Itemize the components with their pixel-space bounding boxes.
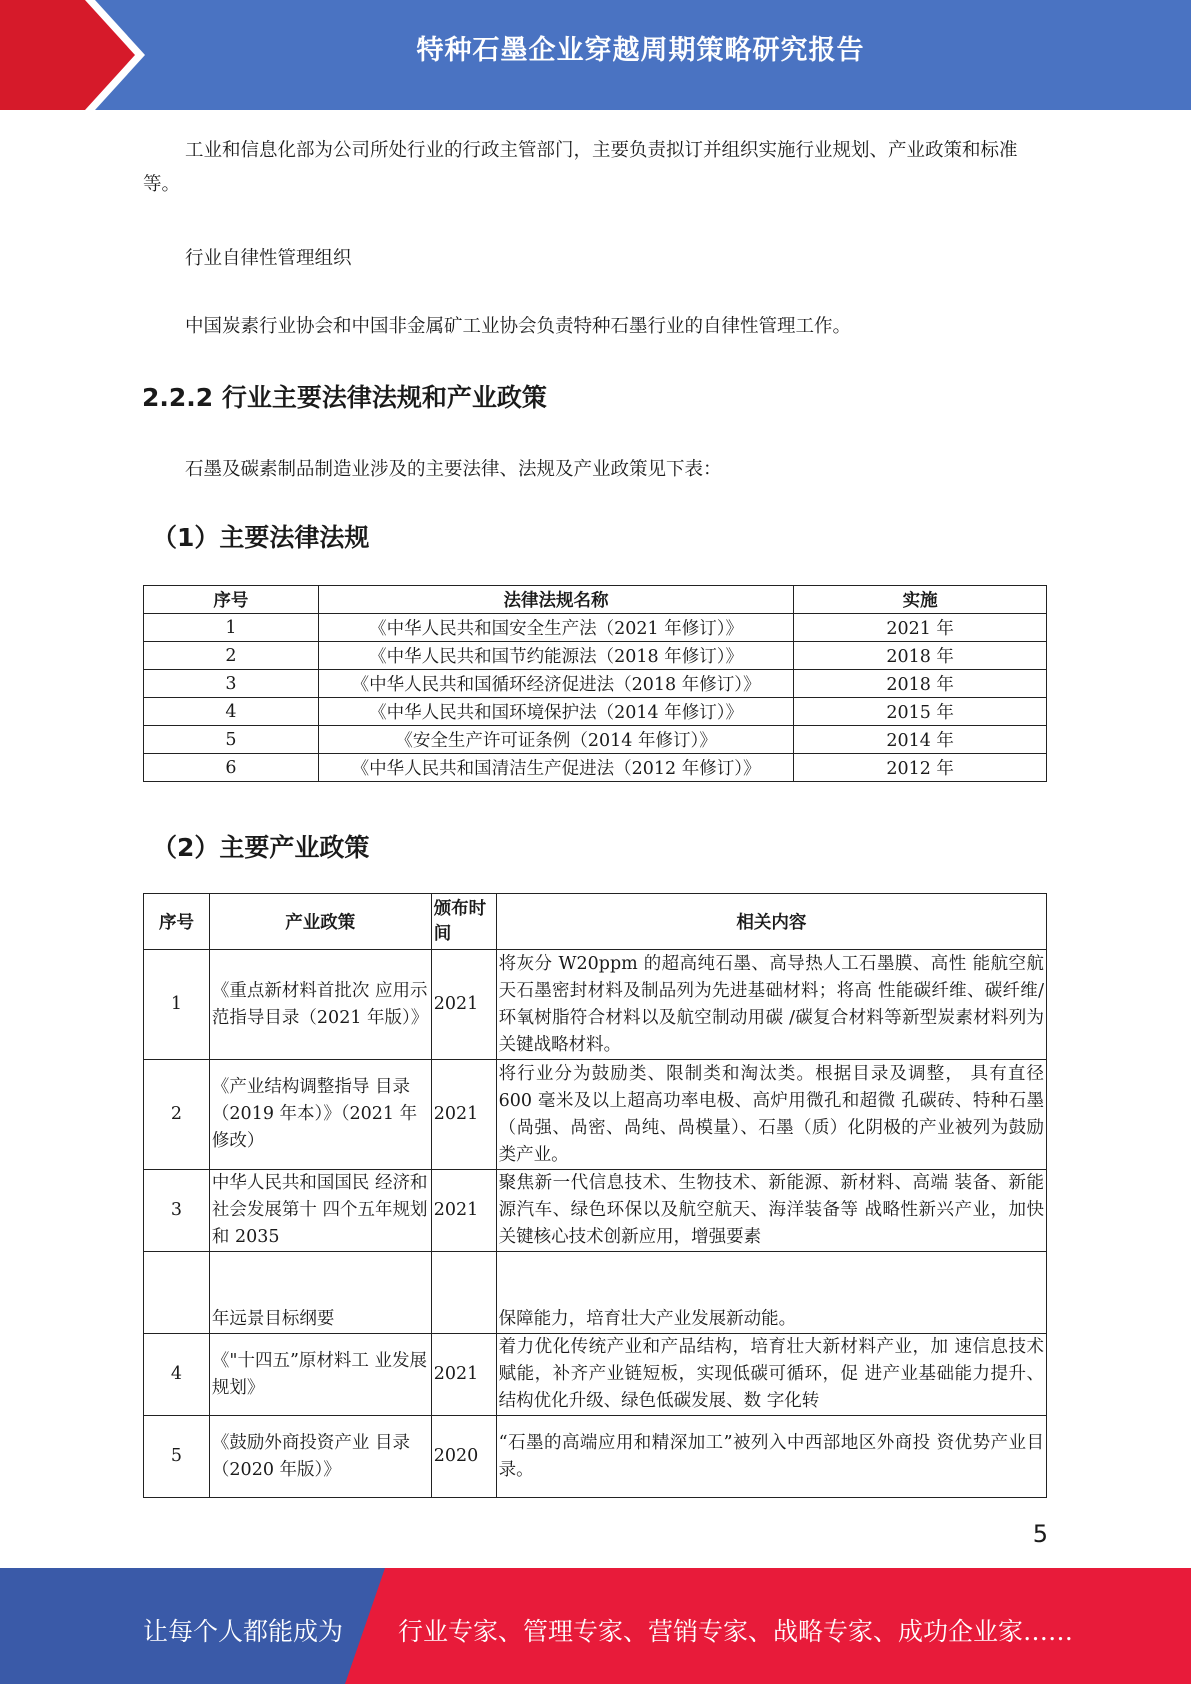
column-header: 颁布时间 (431, 894, 496, 950)
table-cell: 《安全生产许可证条例（2014 年修订）》 (318, 726, 793, 754)
table-cell: 2014 年 (794, 726, 1047, 754)
table-row (144, 642, 1047, 670)
table-cell: 4 (144, 698, 319, 726)
table-row (144, 1416, 1047, 1498)
table-cell: 6 (144, 754, 319, 782)
page-number: 5 (1032, 1520, 1048, 1548)
table-cell: 《鼓励外商投资产业 目录（2020 年版）》 (209, 1416, 431, 1498)
table-cell: 2021 (431, 1170, 496, 1252)
table-cell: 《中华人民共和国清洁生产促进法（2012 年修订）》 (318, 754, 793, 782)
table-cell: 2 (144, 1060, 210, 1170)
table-cell: 2021 (431, 1060, 496, 1170)
column-header: 相关内容 (496, 894, 1046, 950)
column-header: 法律法规名称 (318, 586, 793, 614)
table-row (144, 1252, 1047, 1334)
table-cell: 5 (144, 1416, 210, 1498)
table-cell (431, 1252, 496, 1334)
table-row (144, 726, 1047, 754)
table-row (144, 698, 1047, 726)
table-cell: 3 (144, 670, 319, 698)
paragraph-associations: 中国炭素行业协会和中国非金属矿工业协会负责特种石墨行业的自律性管理工作。 (185, 316, 852, 337)
table-cell: 年远景目标纲要 (209, 1252, 431, 1334)
table-cell: 保障能力，培育壮大产业发展新动能。 (496, 1252, 1046, 1334)
policies-table (143, 893, 1047, 1498)
table-cell: 将灰分 W20ppm 的超高纯石墨、高导热人工石墨膜、高性 能航空航天石墨密封材料及制品列为先进基础材料；将高 性能碳纤维、碳纤维/环氧树脂符合材料以及航空制动用碳 /碳复合材料等新型炭素材料列为关键战略材料。 (496, 950, 1046, 1060)
table-cell: 3 (144, 1170, 210, 1252)
column-header: 序号 (144, 586, 319, 614)
paragraph-self-regulation-title: 行业自律性管理组织 (185, 248, 352, 269)
table-cell: 2021 (431, 1334, 496, 1416)
table-cell: 《中华人民共和国安全生产法（2021 年修订）》 (318, 614, 793, 642)
table-row (144, 670, 1047, 698)
table-row (144, 1060, 1047, 1170)
table-cell: 1 (144, 950, 210, 1060)
table-row (144, 754, 1047, 782)
table-cell: 5 (144, 726, 319, 754)
paragraph-table-intro: 石墨及碳素制品制造业涉及的主要法律、法规及产业政策见下表： (185, 459, 722, 480)
table-cell: 2 (144, 642, 319, 670)
table-cell: 2021 (431, 950, 496, 1060)
table-cell: 2018 年 (794, 642, 1047, 670)
table-row (144, 614, 1047, 642)
table-cell: 《重点新材料首批次 应用示范指导目录（2021 年版）》 (209, 950, 431, 1060)
footer-slogan-left: 让每个人都能成为 (143, 1617, 344, 1646)
column-header: 序号 (144, 894, 210, 950)
subsection-heading-policies: （2）主要产业政策 (152, 833, 370, 862)
table-cell: 2012 年 (794, 754, 1047, 782)
table-cell: 《"十四五”原材料工 业发展规划》 (209, 1334, 431, 1416)
table-cell: 《中华人民共和国节约能源法（2018 年修订）》 (318, 642, 793, 670)
footer-slogan-right: 行业专家、管理专家、营销专家、战略专家、成功企业家…… (398, 1617, 1074, 1646)
table-cell: 《中华人民共和国环境保护法（2014 年修订）》 (318, 698, 793, 726)
table-header-row (144, 894, 1047, 950)
table-cell: 4 (144, 1334, 210, 1416)
table-cell: 将行业分为鼓励类、限制类和淘汰类。根据目录及调整， 具有直径 600 毫米及以上超高功率电极、高炉用微孔和超微 孔碳砖、特种石墨（咼强、咼密、咼纯、咼模量）、石墨（质）化阴极的产业被列为鼓励类产业。 (496, 1060, 1046, 1170)
table-cell: “石墨的高端应用和精深加工”被列入中西部地区外商投 资优势产业目录。 (496, 1416, 1046, 1498)
column-header: 产业政策 (209, 894, 431, 950)
table-header-row (144, 586, 1047, 614)
subsection-heading-laws: （1）主要法律法规 (152, 523, 370, 552)
table-cell: 2020 (431, 1416, 496, 1498)
report-title: 特种石墨企业穿越周期策略研究报告 (416, 35, 865, 66)
table-cell: 2015 年 (794, 698, 1047, 726)
section-heading: 2.2.2 行业主要法律法规和产业政策 (142, 383, 547, 412)
table-cell: 《中华人民共和国循环经济促进法（2018 年修订）》 (318, 670, 793, 698)
table-row (144, 1170, 1047, 1252)
table-row (144, 950, 1047, 1060)
table-cell: 2021 年 (794, 614, 1047, 642)
table-row (144, 1334, 1047, 1416)
laws-table (143, 585, 1047, 782)
table-cell: 中华人民共和国国民 经济和社会发展第十 四个五年规划和 2035 (209, 1170, 431, 1252)
table-cell: 着力优化传统产业和产品结构，培育壮大新材料产业，加 速信息技术赋能，补齐产业链短板，实现低碳可循环，促 进产业基础能力提升、结构优化升级、绿色低碳发展、数 字化转 (496, 1334, 1046, 1416)
table-cell: 1 (144, 614, 319, 642)
table-cell (144, 1252, 210, 1334)
column-header: 实施 (794, 586, 1047, 614)
table-cell: 聚焦新一代信息技术、生物技术、新能源、新材料、高端 装备、新能源汽车、绿色环保以及航空航天、海洋装备等 战略性新兴产业，加快关键核心技术创新应用，增强要素 (496, 1170, 1046, 1252)
paragraph-ministry: 工业和信息化部为公司所处行业的行政主管部门，主要负责拟订并组织实施行业规划、产业政策和标准等。 (143, 140, 1018, 195)
table-cell: 2018 年 (794, 670, 1047, 698)
page-header (0, 0, 1191, 110)
table-cell: 《产业结构调整指导 目录（2019 年本）》（2021 年修改） (209, 1060, 431, 1170)
